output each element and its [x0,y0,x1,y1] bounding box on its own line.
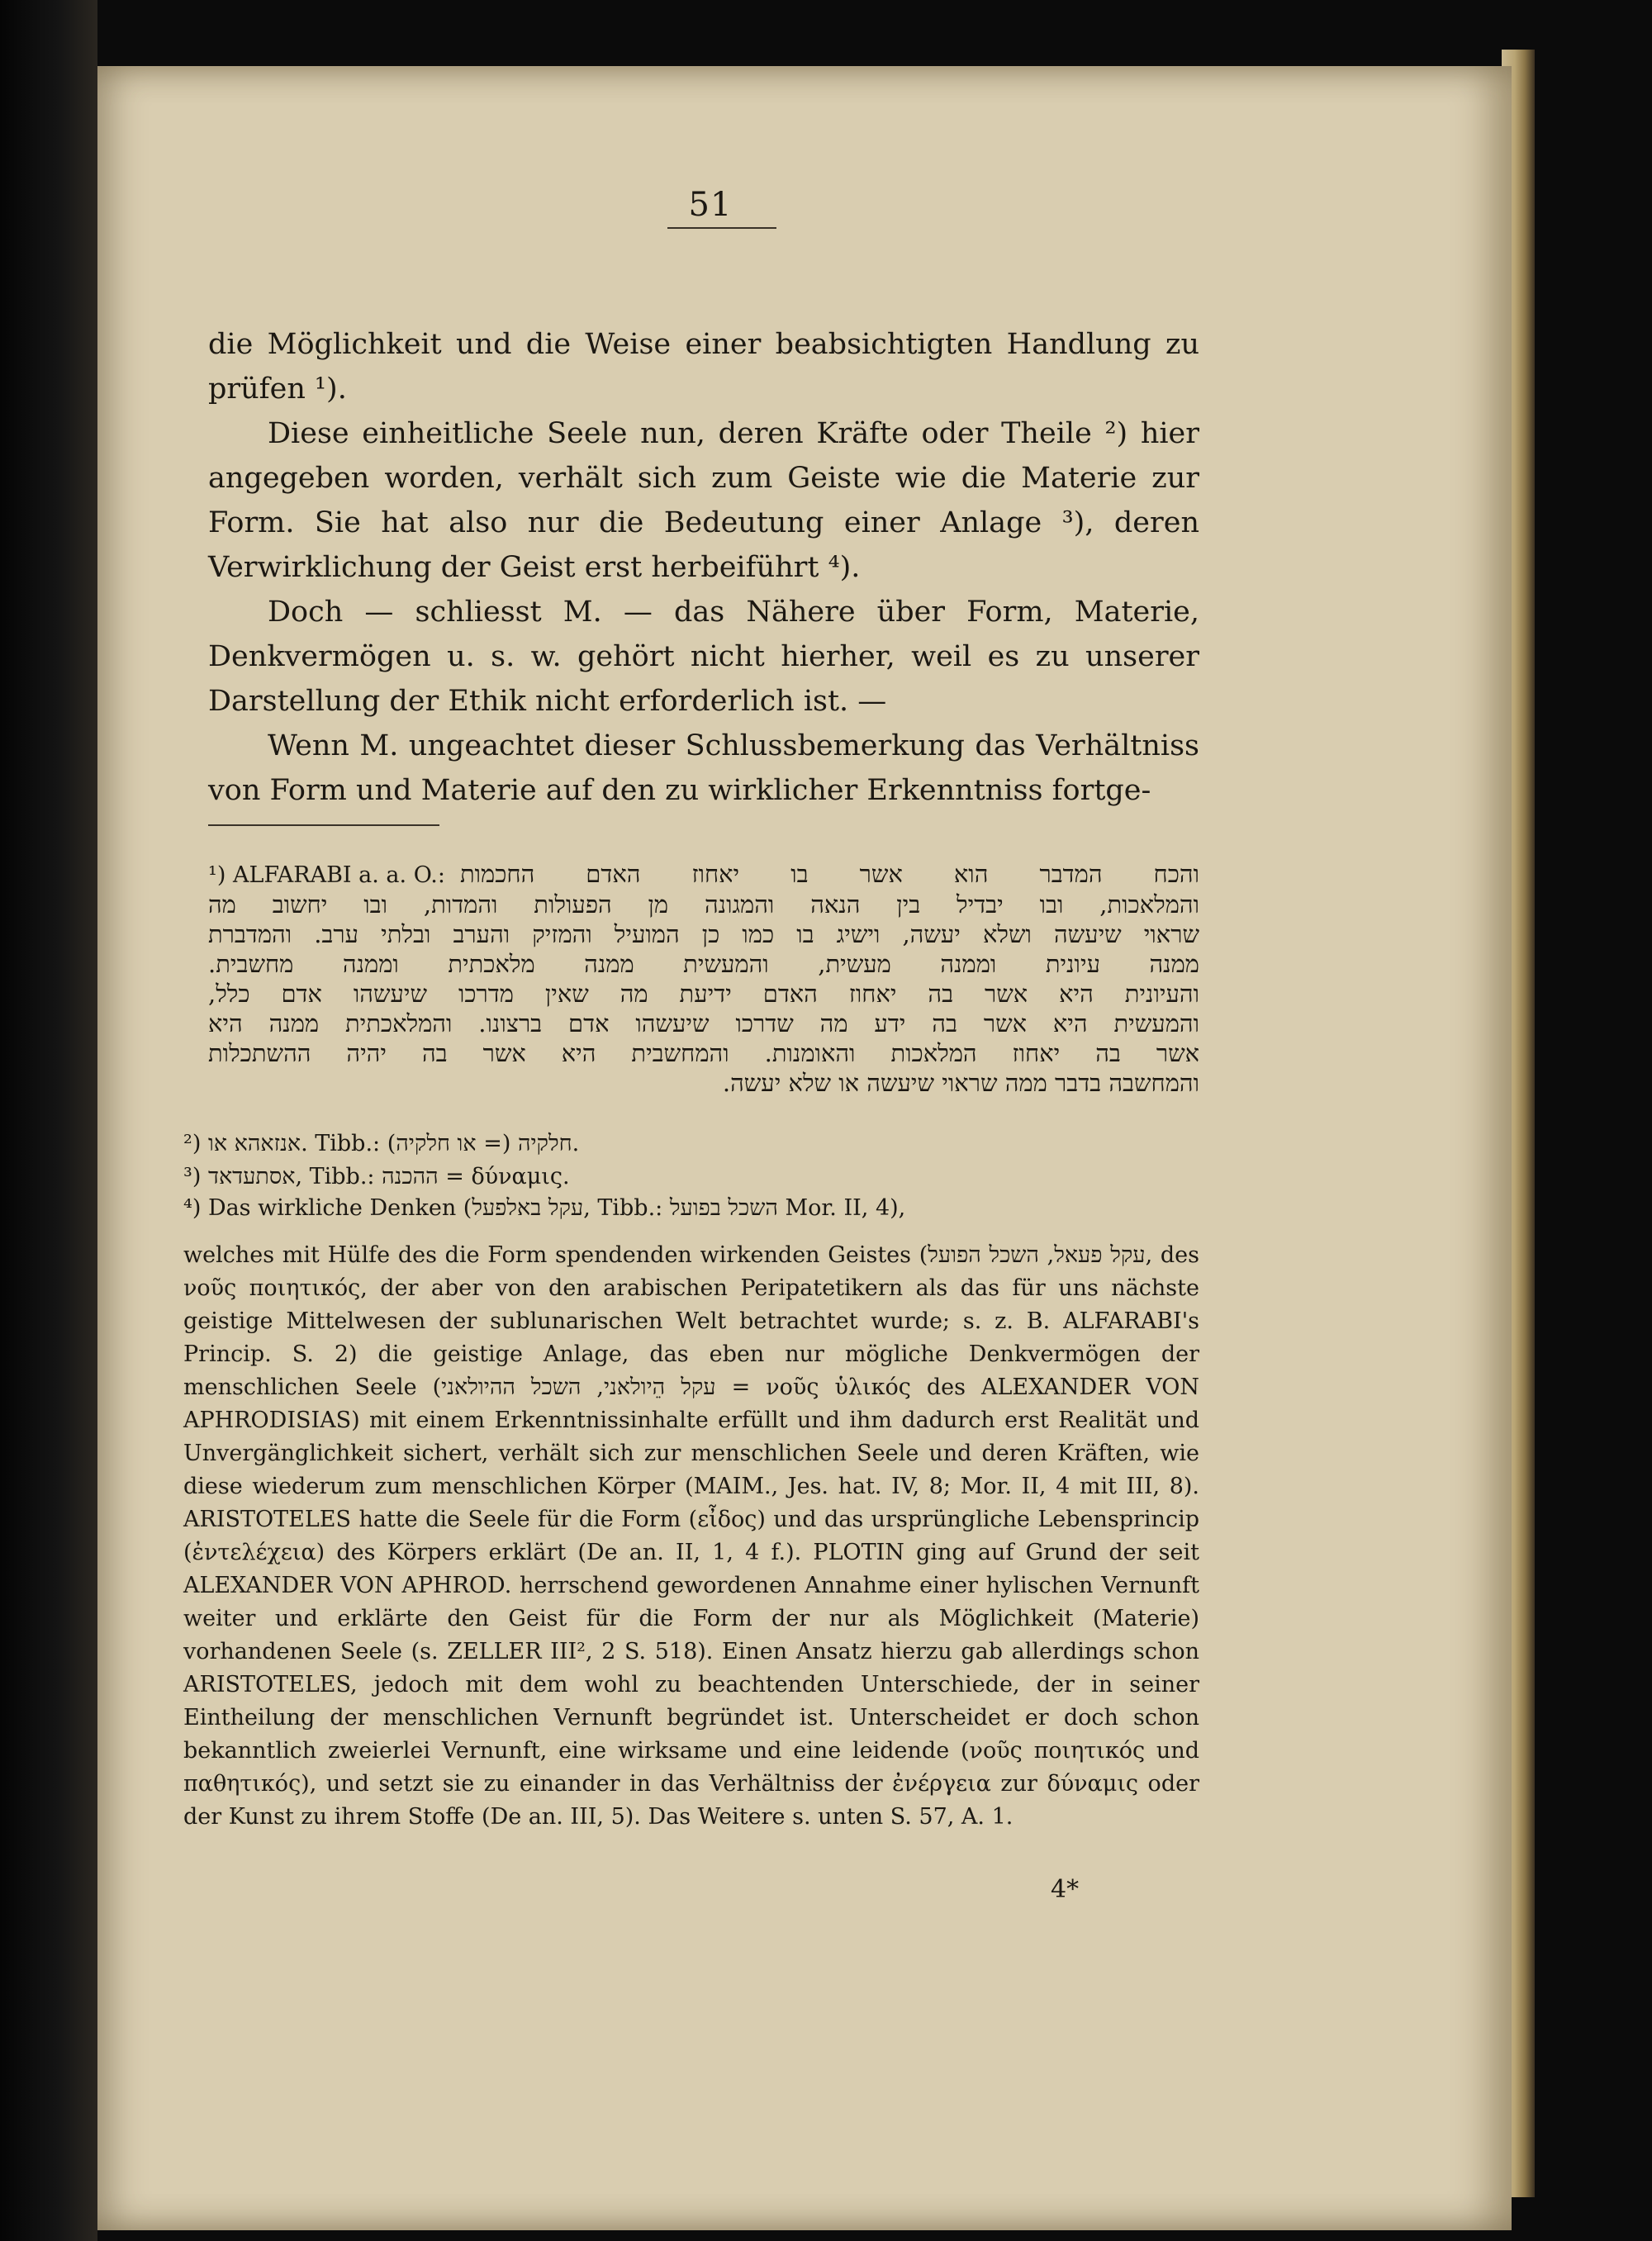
paragraph-2: Diese einheitliche Seele nun, deren Kräfte oder Theile ²) hier angegeben worden, verhält sich zum Geiste wie die Materie zur Form. Sie hat also nur die Bedeutung einer Anlage ³), deren Verwirklichung der Geist erst herbeiführt ⁴). [208,417,1199,584]
footnote-1-hebrew-line: והעיונית היא אשר בה יאחוז האדם ידיעת מה שאין מדרכו שיעשהו אדם כלל, [208,980,1199,1008]
footnote-1-hebrew-line: והכח המדבר הוא אשר בו יאחוז האדם החכמות [459,860,1199,888]
footnote-1-hebrew-line: והמעשית היא אשר בה ידע מה שדרכו שיעשהו אדם ברצונו. והמלאכתית ממנה היא [208,1009,1199,1037]
footnote-1-hebrew-line: והמחשבה בדבר ממה שראוי שיעשה או שלא יעשה. [722,1069,1199,1097]
footnote-1 [208,859,1199,1098]
page-number-rule [667,227,776,229]
footnote-rule [208,824,439,826]
book-binding [0,0,97,2241]
footnote-4-continuation: welches mit Hülfe des die Form spendenden wirkenden Geistes (עקל פעאל, השכל הפועל, des νοῦς ποιητικός, der aber von den arabischen Peripatetikern als das für uns nächste geistige Mittelwesen der sublunarischen Welt betrachtet wurde; s. z. B. ALFARABI's Princip. S. 2) die geistige Anlage, das eben nur mögliche Denkvermögen der menschlichen Seele (עקל הֵיולאני, השכל ההיולאני = νοῦς ὑλικός des ALEXANDER VON APHRODISIAS) mit einem Erkenntnissinhalte erfüllt und ihm dadurch erst Realität und Unvergänglichkeit sichert, verhält sich zur menschlichen Seele und deren Kräften, wie diese wiederum zum menschlichen Körper (MAIM., Jes. hat. IV, 8; Mor. II, 4 mit III, 8). ARISTOTELES hatte die Seele für die Form (εἶδος) und das ursprüngliche Lebensprincip (ἐντελέχεια) des Körpers erklärt (De an. II, 1, 4 f.). PLOTIN ging auf Grund der seit ALEXANDER VON APHROD. herrschend gewordenen Annahme einer hylischen Vernunft weiter und erklärte den Geist für die Form der nur als Möglichkeit (Materie) vorhandenen Seele (s. ZELLER III², 2 S. 518). Einen Ansatz hierzu gab allerdings schon ARISTOTELES, jedoch mit dem wohl zu beachtenden Unterschiede, der in seiner Eintheilung der menschlichen Vernunft begründet ist. Unterscheidet er doch schon bekanntlich zweierlei Vernunft, eine wirksame und eine leidende (νοῦς ποιητικός und παθητικός), und setzt sie zu einander in das Verhältniss der ἐνέργεια zur δύναμις oder der Kunst zu ihrem Stoffe (De an. III, 5). Das Weitere s. unten S. 57, A. 1. [183,1242,1199,1830]
footnote-1-hebrew-line: שראוי שיעשה ושלא יעשה, וישיג בו כמו כן המועיל והמזיק והערב ובלתי ערב. והמדברת [208,920,1199,948]
paragraph-1: die Möglichkeit und die Weise einer beabsichtigten Handlung zu prüfen ¹). [208,328,1199,406]
footnote-2: ²) אנזאהא או. Tibb.: חלקיה (= או חלקיה). [183,1131,580,1156]
footnote-1-label: ¹) ALFARABI a. a. O.: [208,862,445,888]
footnote-3: ³) אסתעדאד, Tibb.: ההכנה = δύναμις. [183,1164,570,1189]
footnote-1-hebrew-line: אשר בה יאחוז המלאכות והאומנות. והמחשבית היא אשר בה יהיה ההשתכלות [208,1039,1199,1067]
signature-mark: 4* [1051,1875,1080,1904]
footnote-4: ⁴) Das wirkliche Denken (עקל באלפעל, Tibb.: השכל בפועל Mor. II, 4), [183,1195,906,1221]
paragraph-3: Doch — schliesst M. — das Nähere über Form, Materie, Denkvermögen u. s. w. gehört nicht hierher, weil es zu unserer Darstellung der Ethik nicht erforderlich ist. — [208,596,1199,718]
page-number: 51 [688,186,733,224]
footnote-1-hebrew-line: והמלאכות, ובו יבדיל בין הנאה והמגונה מן הפעולות והמדות, ובו יחשוב מה [208,890,1199,919]
footnote-1-hebrew-line: ממנה עיונית וממנה מעשית, והמעשית ממנה מלאכתית וממנה מחשבית. [208,950,1199,978]
main-text [208,322,1199,813]
paragraph-4: Wenn M. ungeachtet dieser Schlussbemerkung das Verhältniss von Form und Materie auf den zu wirklicher Erkenntniss fortge- [208,729,1199,807]
